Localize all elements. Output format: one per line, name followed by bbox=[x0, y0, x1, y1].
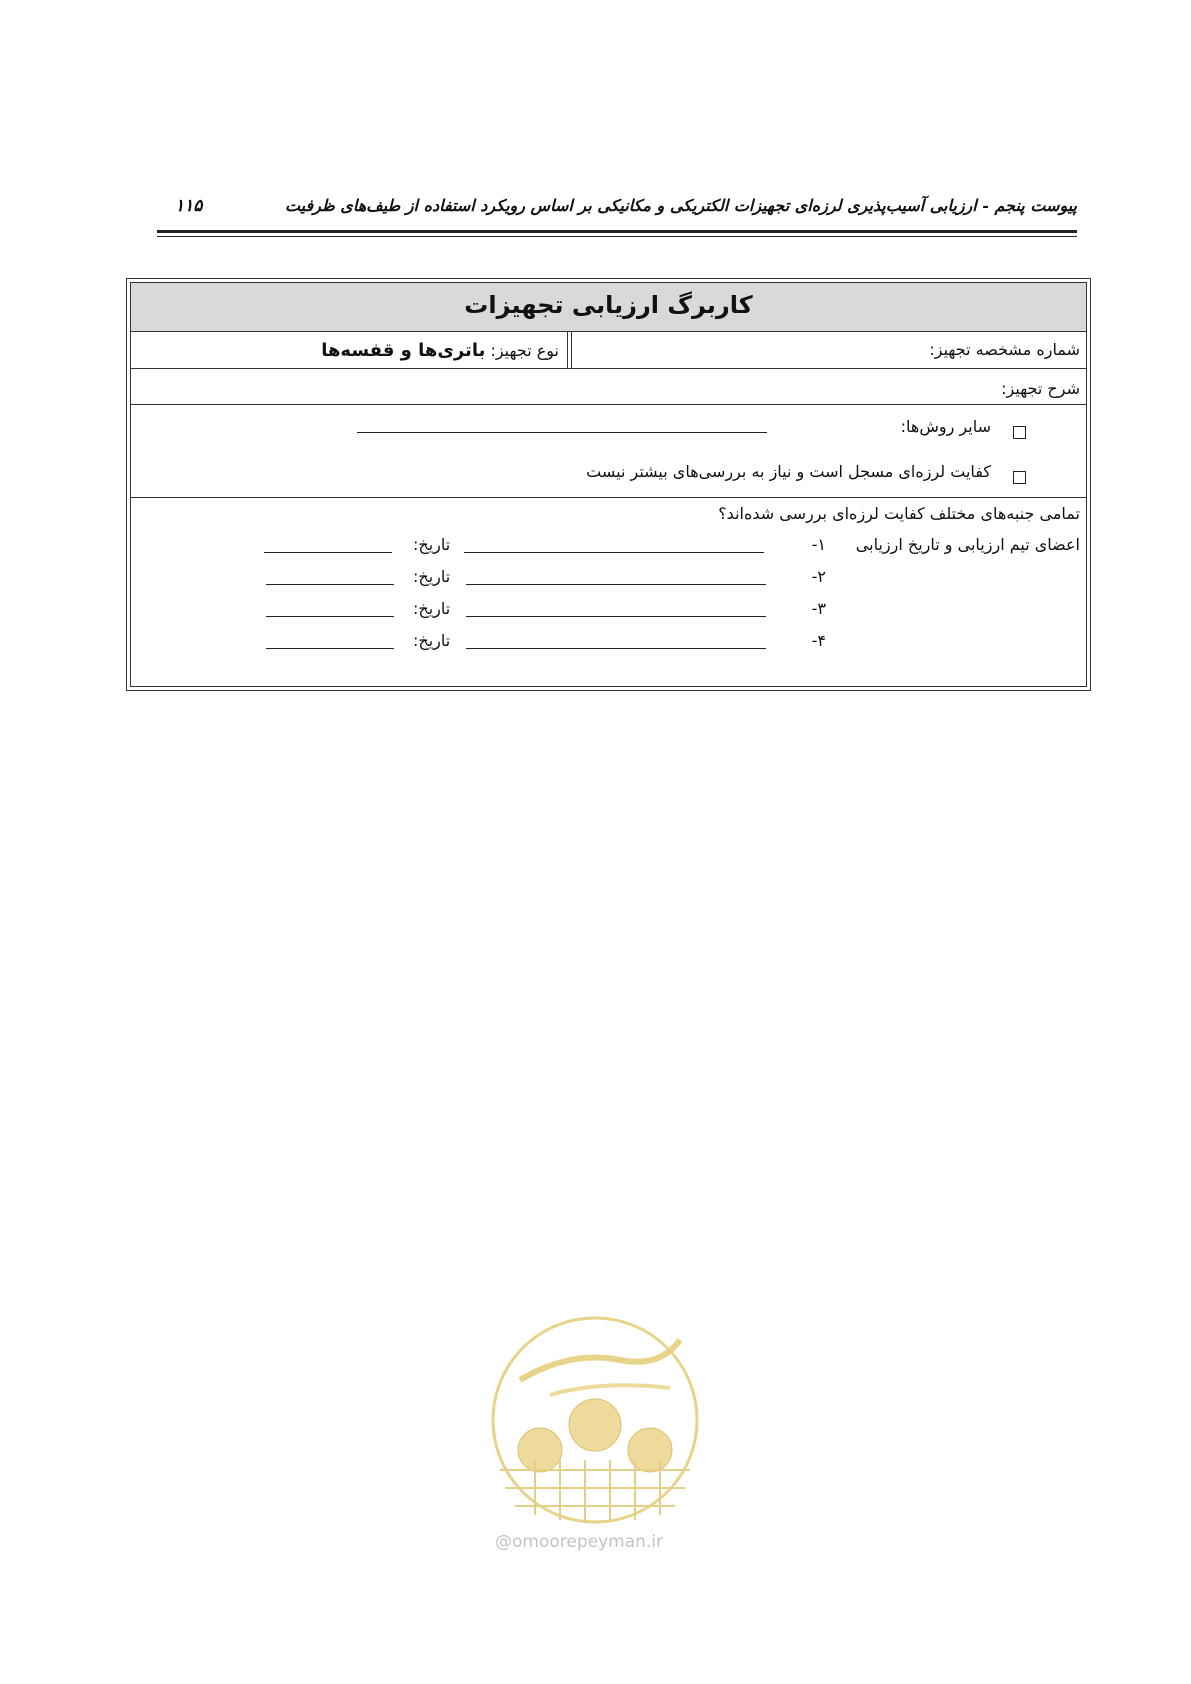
adequacy-checkbox[interactable] bbox=[1013, 471, 1026, 484]
gear-icon bbox=[518, 1399, 672, 1472]
member-index: ۲- bbox=[811, 567, 826, 586]
description-label: شرح تجهیز: bbox=[1001, 379, 1080, 398]
page-header bbox=[157, 196, 1077, 226]
header-title: پیوست پنجم - ارزیابی آسیب‌پذیری لرزه‌ای تجهیزات الکتریکی و مکانیکی بر اساس رویکرد استفاده از طیف‌های ظرفیت bbox=[284, 196, 1077, 215]
team-label: اعضای تیم ارزیابی و تاریخ ارزیابی bbox=[855, 535, 1080, 554]
equipment-id-row bbox=[131, 332, 1086, 369]
member-index: ۴- bbox=[811, 631, 826, 650]
question-text: تمامی جنبه‌های مختلف کفایت لرزه‌ای بررسی شده‌اند؟ bbox=[718, 504, 1080, 523]
equipment-type-label: نوع تجهیز: bbox=[490, 341, 559, 360]
date-label: تاریخ: bbox=[413, 535, 451, 554]
date-field[interactable] bbox=[266, 648, 394, 649]
description-row[interactable] bbox=[131, 371, 1086, 405]
header-rule bbox=[157, 230, 1077, 233]
form-title-row bbox=[131, 283, 1086, 332]
form-title: کاربرگ ارزیابی تجهیزات bbox=[464, 291, 753, 319]
date-field[interactable] bbox=[264, 552, 392, 553]
member-name-field[interactable] bbox=[464, 552, 764, 553]
at-icon: @ bbox=[495, 1532, 512, 1552]
watermark-site-text: omoorepeyman.ir bbox=[512, 1532, 664, 1552]
equipment-type bbox=[139, 340, 559, 361]
divider bbox=[131, 401, 1086, 405]
divider bbox=[567, 332, 568, 368]
evaluation-form bbox=[126, 278, 1091, 691]
member-index: ۱- bbox=[811, 535, 826, 554]
watermark-logo bbox=[480, 1310, 710, 1560]
other-methods-field[interactable] bbox=[357, 432, 767, 433]
methods-row bbox=[131, 407, 1086, 498]
date-field[interactable] bbox=[266, 584, 394, 585]
divider bbox=[131, 494, 1086, 498]
date-label: تاریخ: bbox=[413, 631, 451, 650]
team-row bbox=[131, 500, 1086, 685]
member-name-field[interactable] bbox=[466, 616, 766, 617]
equipment-type-value: باتری‌ها و قفسه‌ها bbox=[321, 340, 486, 361]
divider bbox=[131, 365, 1086, 369]
watermark-site bbox=[495, 1532, 663, 1552]
other-methods-label: سایر روش‌ها: bbox=[900, 417, 991, 436]
member-index: ۳- bbox=[811, 599, 826, 618]
header-rule-thin bbox=[157, 236, 1077, 237]
adequacy-label: کفایت لرزه‌ای مسجل است و نیاز به بررسی‌های بیشتر نیست bbox=[586, 462, 991, 481]
date-label: تاریخ: bbox=[413, 567, 451, 586]
page-number: ۱۱۵ bbox=[175, 196, 203, 216]
other-methods-checkbox[interactable] bbox=[1013, 426, 1026, 439]
member-name-field[interactable] bbox=[466, 584, 766, 585]
date-field[interactable] bbox=[266, 616, 394, 617]
member-name-field[interactable] bbox=[466, 648, 766, 649]
equipment-id-label: شماره مشخصه تجهیز: bbox=[929, 340, 1080, 359]
divider bbox=[571, 332, 572, 368]
date-label: تاریخ: bbox=[413, 599, 451, 618]
